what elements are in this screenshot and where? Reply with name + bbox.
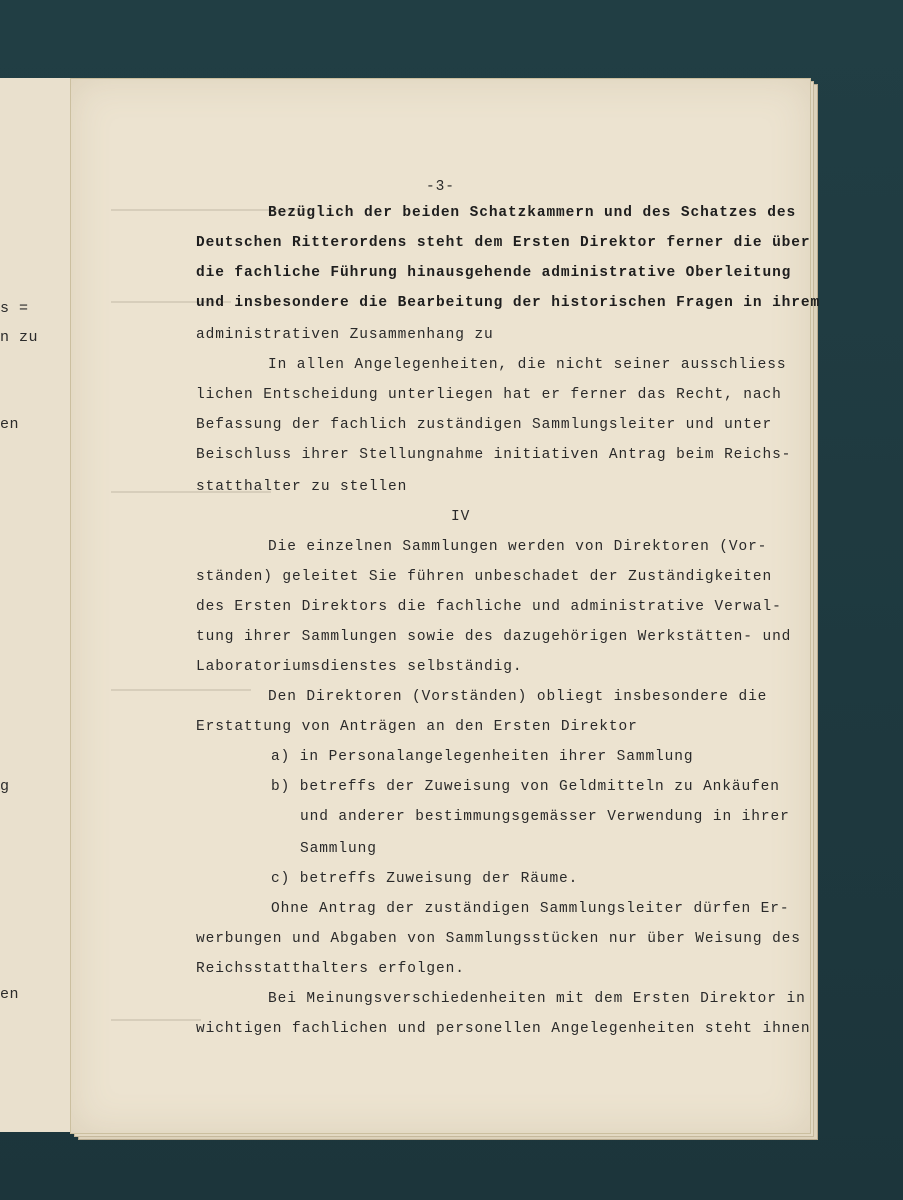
document-page [70, 78, 821, 1134]
text-line: lichen Entscheidung unterliegen hat er ferner das Recht, nach [196, 387, 782, 403]
text-line: des Ersten Direktors die fachliche und administrative Verwal- [196, 599, 782, 615]
text-line: ständen) geleitet Sie führen unbeschadet der Zuständigkeiten [196, 569, 773, 585]
list-item-continuation: und anderer bestimmungsgemässer Verwendung in ihrer [300, 809, 790, 825]
text-line: In allen Angelegenheiten, die nicht seiner ausschliess [268, 357, 787, 373]
text-line: statthalter zu stellen [196, 479, 408, 495]
text-line: wichtigen fachlichen und personellen Angelegenheiten steht ihnen [196, 1021, 811, 1037]
left-fragment: g [0, 778, 10, 795]
text-line: Den Direktoren (Vorständen) obliegt insbesondere die [268, 689, 768, 705]
list-item: c) betreffs Zuweisung der Räume. [271, 871, 579, 887]
text-line: Befassung der fachlich zuständigen Sammlungsleiter und unter [196, 417, 773, 433]
left-fragment: s = [0, 300, 29, 317]
left-page-edge [0, 78, 72, 1132]
text-line: administrativen Zusammenhang zu [196, 327, 494, 343]
text-line: und insbesondere die Bearbeitung der historischen Fragen in ihrem [196, 295, 821, 311]
text-line: werbungen und Abgaben von Sammlungsstücken nur über Weisung des [196, 931, 801, 947]
left-fragment: n zu [0, 329, 39, 346]
list-item: a) in Personalangelegenheiten ihrer Sammlung [271, 749, 694, 765]
text-line: Deutschen Ritterordens steht dem Ersten Direktor ferner die über [196, 235, 811, 251]
text-line: Die einzelnen Sammlungen werden von Direktoren (Vor- [268, 539, 768, 555]
text-line: Bei Meinungsverschiedenheiten mit dem Ersten Direktor in [268, 991, 806, 1007]
text-line: Ohne Antrag der zuständigen Sammlungsleiter dürfen Er- [271, 901, 790, 917]
section-heading: IV [451, 509, 471, 525]
left-fragment: en [0, 416, 20, 433]
text-line: die fachliche Führung hinausgehende administrative Oberleitung [196, 265, 792, 281]
text-line: Erstattung von Anträgen an den Ersten Direktor [196, 719, 638, 735]
page-number: -3- [426, 179, 455, 195]
bleed-through [111, 689, 251, 691]
text-line: Reichsstatthalters erfolgen. [196, 961, 465, 977]
text-line: Beischluss ihrer Stellungnahme initiativen Antrag beim Reichs- [196, 447, 792, 463]
list-item-continuation: Sammlung [300, 841, 377, 857]
list-item: b) betreffs der Zuweisung von Geldmitteln zu Ankäufen [271, 779, 780, 795]
bleed-through [111, 1019, 201, 1021]
left-fragment: en [0, 986, 20, 1003]
text-line: Bezüglich der beiden Schatzkammern und des Schatzes des [268, 205, 797, 221]
text-line: Laboratoriumsdienstes selbständig. [196, 659, 523, 675]
text-line: tung ihrer Sammlungen sowie des dazugehörigen Werkstätten- und [196, 629, 792, 645]
